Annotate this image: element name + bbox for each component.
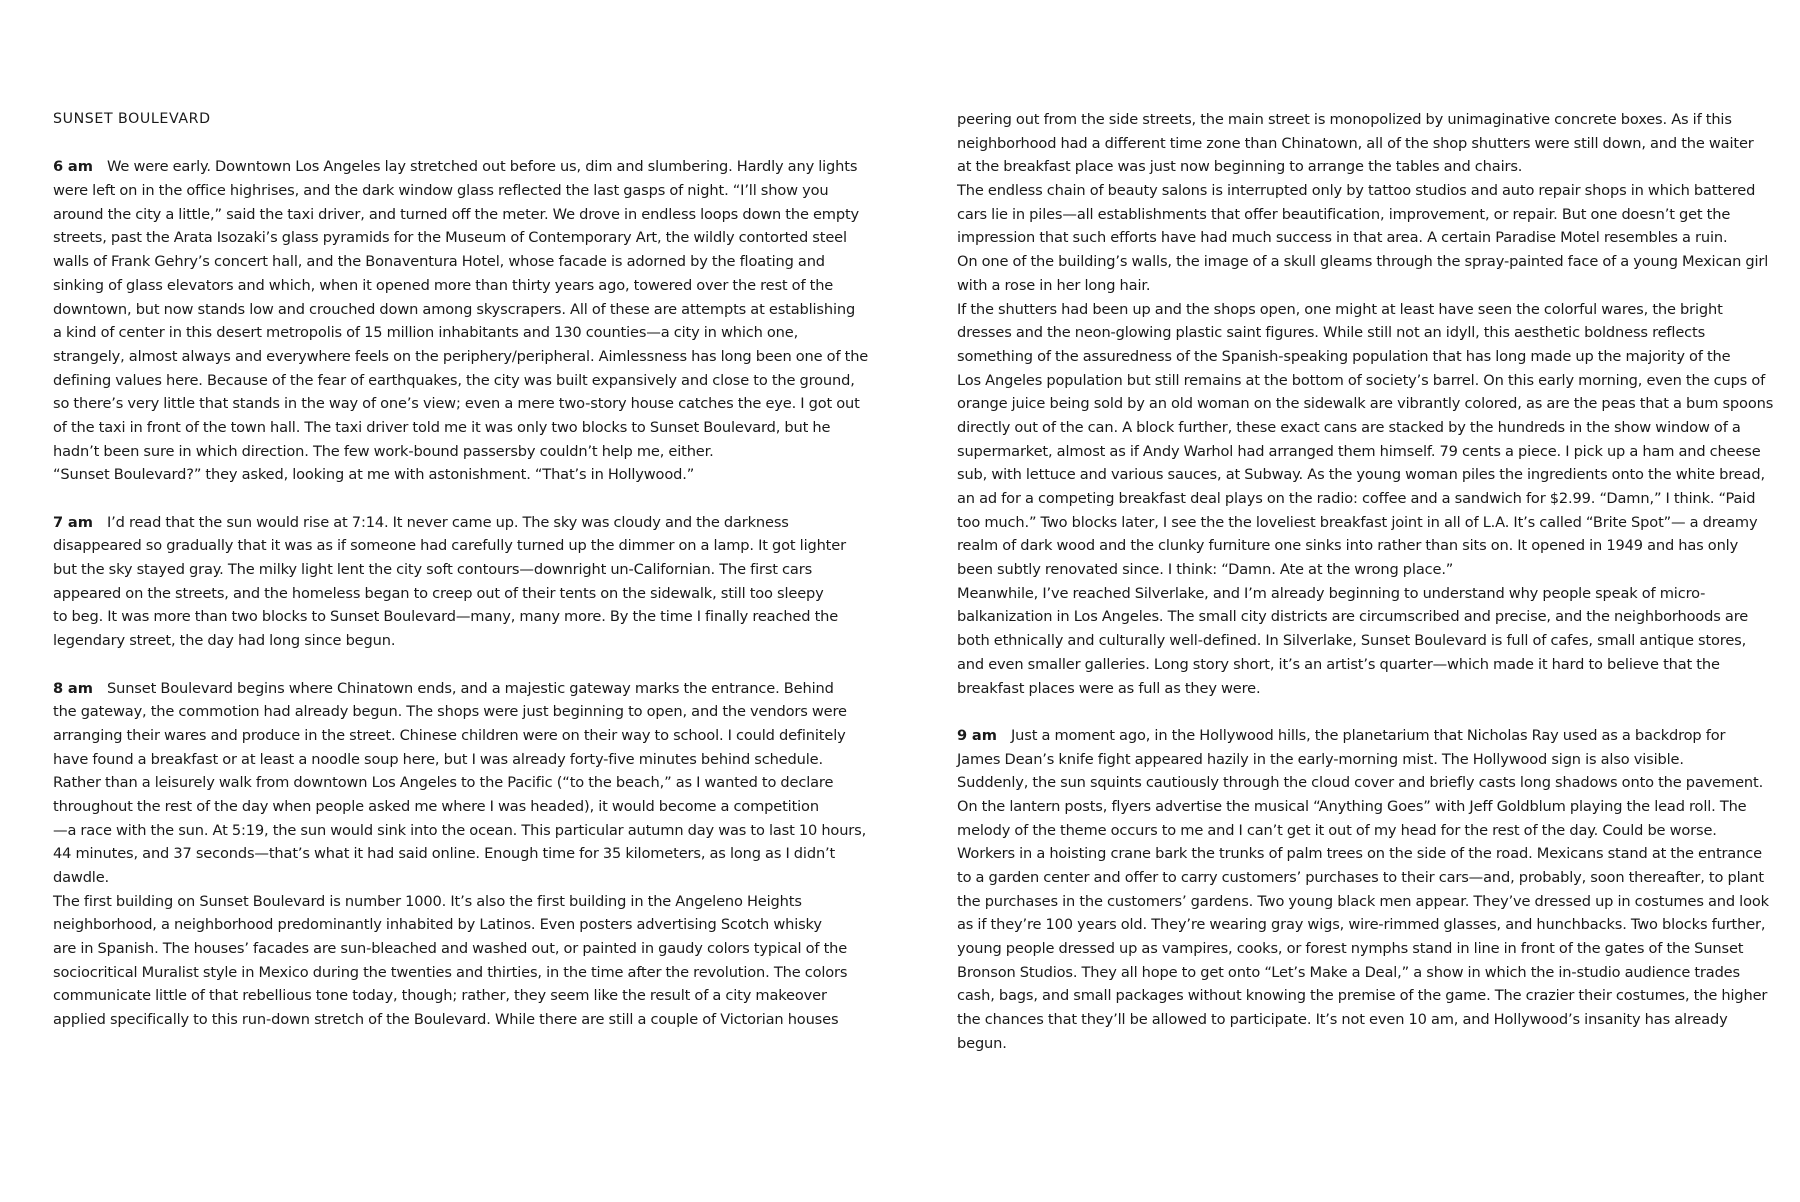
text-line — [957, 842, 1787, 866]
time-label: 6 am — [53, 158, 93, 176]
line-text: a kind of center in this desert metropolis of 15 million inhabitants and 130 counties—a city in which one, — [53, 324, 799, 342]
text-line — [53, 203, 873, 227]
text-line — [957, 179, 1787, 203]
section-spacer — [53, 487, 873, 511]
text-line — [957, 913, 1787, 937]
line-text: of the taxi in front of the town hall. The taxi driver told me it was only two blocks to Sunset Boulevard, but he — [53, 418, 831, 436]
text-line — [957, 605, 1787, 629]
text-line — [53, 961, 873, 985]
left-column — [53, 108, 873, 1032]
text-line — [53, 416, 873, 440]
line-text: the chances that they’ll be allowed to participate. It’s not even 10 am, and Hollywood’s insanity has already — [957, 1011, 1728, 1029]
line-text: throughout the rest of the day when people asked me where I was headed), it would become a competition — [53, 797, 819, 815]
text-line — [957, 203, 1787, 227]
text-line — [53, 795, 873, 819]
text-line — [53, 605, 873, 629]
line-text: sub, with lettuce and various sauces, at Subway. As the young woman piles the ingredients onto the white bread, — [957, 466, 1765, 484]
line-text: both ethnically and culturally well-defined. In Silverlake, Sunset Boulevard is full of cafes, small antique stores, — [957, 632, 1747, 650]
line-text: balkanization in Los Angeles. The small city districts are circumscribed and precise, and the neighborhoods are — [957, 608, 1749, 626]
text-section — [957, 108, 1787, 700]
line-text: strangely, almost always and everywhere feels on the periphery/peripheral. Aimlessness has long been one of the — [53, 347, 869, 365]
text-line — [957, 440, 1787, 464]
text-line — [53, 890, 873, 914]
text-line — [957, 345, 1787, 369]
line-text: disappeared so gradually that it was as if someone had carefully turned up the dimmer on a lamp. It got lighter — [53, 537, 846, 555]
text-line — [53, 463, 873, 487]
text-line — [957, 274, 1787, 298]
text-line — [53, 440, 873, 464]
line-text: and even smaller galleries. Long story short, it’s an artist’s quarter—which made it hard to believe that the — [957, 655, 1720, 673]
line-text: peering out from the side streets, the main street is monopolized by unimaginative concrete boxes. As if this — [957, 111, 1732, 128]
line-text: as if they’re 100 years old. They’re wearing gray wigs, wire-rimmed glasses, and hunchbacks. Two blocks further, — [957, 916, 1766, 934]
text-line — [957, 629, 1787, 653]
text-line — [957, 226, 1787, 250]
line-text: orange juice being sold by an old woman on the sidewalk are vibrantly colored, as are the peas that a bum spoons — [957, 395, 1774, 413]
text-line — [53, 250, 873, 274]
line-text: neighborhood, a neighborhood predominantly inhabited by Latinos. Even posters advertising Scotch whisky — [53, 916, 822, 934]
line-text: I’d read that the sun would rise at 7:14. It never came up. The sky was cloudy and the darkness — [107, 513, 789, 531]
text-line — [53, 511, 873, 535]
line-text: directly out of the can. A block further, these exact cans are stacked by the hundreds in the show window of a — [957, 418, 1741, 436]
text-line — [53, 226, 873, 250]
text-line — [53, 700, 873, 724]
text-line — [53, 819, 873, 843]
line-text: begun. — [957, 1034, 1007, 1052]
line-text: Rather than a leisurely walk from downtown Los Angeles to the Pacific (“to the beach,” as I wanted to declare — [53, 774, 834, 792]
right-column — [957, 108, 1787, 1056]
line-text: the purchases in the customers’ gardens. Two young black men appear. They’ve dressed up in costumes and look — [957, 892, 1769, 910]
line-text: but the sky stayed gray. The milky light lent the city soft contours—downright un-Californian. The first cars — [53, 561, 813, 579]
line-text: are in Spanish. The houses’ facades are sun-bleached and washed out, or painted in gaudy colors typical of the — [53, 940, 848, 958]
section-spacer — [53, 653, 873, 677]
text-line — [53, 771, 873, 795]
text-line — [957, 416, 1787, 440]
text-line — [53, 582, 873, 606]
line-text: at the breakfast place was just now beginning to arrange the tables and chairs. — [957, 158, 1523, 176]
text-line — [957, 771, 1787, 795]
text-line — [53, 274, 873, 298]
line-text: breakfast places were as full as they were. — [957, 679, 1261, 697]
line-text: The first building on Sunset Boulevard is number 1000. It’s also the first building in the Angeleno Heights — [53, 892, 802, 910]
line-text: The endless chain of beauty salons is interrupted only by tattoo studios and auto repair shops in which battered — [957, 182, 1756, 200]
text-line — [957, 298, 1787, 322]
line-text: the gateway, the commotion had already begun. The shops were just beginning to open, and the vendors were — [53, 703, 847, 721]
text-line — [957, 866, 1787, 890]
text-line — [53, 321, 873, 345]
text-line — [957, 155, 1787, 179]
text-line — [53, 179, 873, 203]
line-text: walls of Frank Gehry’s concert hall, and the Bonaventura Hotel, whose facade is adorned by the floating and — [53, 253, 825, 271]
text-line — [957, 724, 1787, 748]
text-line — [53, 534, 873, 558]
text-line — [957, 321, 1787, 345]
text-line — [53, 866, 873, 890]
line-text: realm of dark wood and the clunky furniture one sinks into rather than sits on. It opened in 1949 and has only — [957, 537, 1739, 555]
line-text: Sunset Boulevard begins where Chinatown ends, and a majestic gateway marks the entrance. Behind — [107, 679, 834, 697]
text-line — [53, 345, 873, 369]
line-text: “Sunset Boulevard?” they asked, looking at me with astonishment. “That’s in Hollywood.” — [53, 466, 695, 484]
line-text: communicate little of that rebellious tone today, though; rather, they seem like the result of a city makeover — [53, 987, 827, 1005]
line-text: —a race with the sun. At 5:19, the sun would sink into the ocean. This particular autumn day was to last 10 hours, — [53, 821, 867, 839]
line-text: melody of the theme occurs to me and I can’t get it out of my head for the rest of the day. Could be worse. — [957, 821, 1717, 839]
text-line — [53, 298, 873, 322]
text-line — [53, 1008, 873, 1032]
line-text: dawdle. — [53, 869, 110, 886]
line-text: cash, bags, and small packages without knowing the premise of the game. The crazier their costumes, the higher — [957, 987, 1768, 1005]
text-section — [53, 511, 873, 653]
line-text: streets, past the Arata Isozaki’s glass pyramids for the Museum of Contemporary Art, the wildly contorted steel — [53, 229, 847, 247]
line-text: James Dean’s knife fight appeared hazily in the early-morning mist. The Hollywood sign is also visible. — [957, 750, 1684, 768]
text-line — [53, 369, 873, 393]
text-section — [957, 724, 1787, 1056]
text-line — [957, 937, 1787, 961]
line-text: sociocritical Muralist style in Mexico during the twenties and thirties, in the time after the revolution. The colors — [53, 963, 848, 981]
text-line — [957, 795, 1787, 819]
line-text: 44 minutes, and 37 seconds—that’s what it had said online. Enough time for 35 kilometers, as long as I didn’t — [53, 845, 836, 863]
text-line — [957, 748, 1787, 772]
line-text: have found a breakfast or at least a noodle soup here, but I was already forty-five minutes behind schedule. — [53, 750, 823, 768]
line-text: been subtly renovated since. I think: “Damn. Ate at the wrong place.” — [957, 561, 1454, 579]
right-sections — [957, 108, 1787, 1056]
text-line — [53, 984, 873, 1008]
line-text: legendary street, the day had long since begun. — [53, 632, 396, 650]
spacer — [53, 132, 873, 156]
text-line — [957, 653, 1787, 677]
text-line — [53, 724, 873, 748]
line-text: applied specifically to this run-down stretch of the Boulevard. While there are still a couple of Victorian houses — [53, 1011, 839, 1029]
line-text: so there’s very little that stands in the way of one’s view; even a mere two-story house catches the eye. I got out — [53, 395, 860, 413]
line-text: Bronson Studios. They all hope to get onto “Let’s Make a Deal,” a show in which the in-studio audience trades — [957, 963, 1740, 981]
text-line — [53, 937, 873, 961]
text-line — [53, 913, 873, 937]
left-sections — [53, 155, 873, 1031]
text-line — [53, 558, 873, 582]
text-line — [53, 392, 873, 416]
line-text: young people dressed up as vampires, cooks, or forest nymphs stand in line in front of the gates of the Sunset — [957, 940, 1744, 958]
text-line — [957, 1032, 1787, 1056]
text-line — [957, 558, 1787, 582]
text-line — [957, 511, 1787, 535]
text-line — [957, 582, 1787, 606]
line-text: something of the assuredness of the Spanish-speaking population that has long made up the majority of the — [957, 347, 1731, 365]
time-label: 9 am — [957, 726, 997, 744]
text-line — [957, 487, 1787, 511]
text-line — [957, 534, 1787, 558]
line-text: were left on in the office highrises, and the dark window glass reflected the last gasps of night. “I’ll show you — [53, 182, 829, 200]
text-line — [53, 677, 873, 701]
text-line — [957, 250, 1787, 274]
text-line — [957, 1008, 1787, 1032]
text-line — [957, 392, 1787, 416]
text-line — [53, 629, 873, 653]
line-text: too much.” Two blocks later, I see the the loveliest breakfast joint in all of L.A. It’s called “Brite Spot”— a dreamy — [957, 513, 1758, 531]
line-text: cars lie in piles—all establishments that offer beautification, improvement, or repair. But one doesn’t get the — [957, 205, 1731, 223]
section-spacer — [957, 700, 1787, 724]
line-text: defining values here. Because of the fear of earthquakes, the city was built expansively and close to the ground, — [53, 371, 855, 389]
text-section — [53, 677, 873, 1032]
line-text: Meanwhile, I’ve reached Silverlake, and I’m already beginning to understand why people speak of micro- — [957, 584, 1706, 602]
line-text: We were early. Downtown Los Angeles lay stretched out before us, dim and slumbering. Hardly any lights — [107, 158, 858, 176]
line-text: dresses and the neon-glowing plastic saint figures. While still not an idyll, this aesthetic boldness reflects — [957, 324, 1706, 342]
text-line — [957, 677, 1787, 701]
line-text: supermarket, almost as if Andy Warhol had arranged them himself. 79 cents a piece. I pick up a ham and cheese — [957, 442, 1761, 460]
line-text: Los Angeles population but still remains at the bottom of society’s barrel. On this early morning, even the cups of — [957, 371, 1766, 389]
text-line — [957, 984, 1787, 1008]
line-text: On one of the building’s walls, the image of a skull gleams through the spray-painted face of a young Mexican girl — [957, 253, 1769, 271]
time-label: 7 am — [53, 513, 93, 531]
text-section — [53, 155, 873, 487]
text-line — [957, 108, 1787, 132]
line-text: Just a moment ago, in the Hollywood hills, the planetarium that Nicholas Ray used as a backdrop for — [1011, 726, 1726, 744]
text-line — [53, 155, 873, 179]
line-text: appeared on the streets, and the homeless began to creep out of their tents on the sidewalk, still too sleepy — [53, 584, 824, 602]
line-text: to beg. It was more than two blocks to Sunset Boulevard—many, many more. By the time I finally reached the — [53, 608, 839, 626]
line-text: neighborhood had a different time zone than Chinatown, all of the shop shutters were still down, and the waiter — [957, 134, 1754, 152]
text-line — [957, 961, 1787, 985]
line-text: Suddenly, the sun squints cautiously through the cloud cover and briefly casts long shadows onto the pavement. — [957, 774, 1764, 792]
line-text: around the city a little,” said the taxi driver, and turned off the meter. We drove in endless loops down the empty — [53, 205, 860, 223]
line-text: hadn’t been sure in which direction. The few work-bound passersby couldn’t help me, either. — [53, 442, 714, 460]
line-text: If the shutters had been up and the shops open, one might at least have seen the colorful wares, the bright — [957, 300, 1723, 318]
text-line — [957, 890, 1787, 914]
page-title: SUNSET BOULEVARD — [53, 111, 211, 127]
text-line — [957, 132, 1787, 156]
time-label: 8 am — [53, 679, 93, 697]
line-text: impression that such efforts have had much success in that area. A certain Paradise Motel resembles a ruin. — [957, 229, 1728, 247]
text-line — [957, 819, 1787, 843]
line-text: downtown, but now stands low and crouched down among skyscrapers. All of these are attempts at establishing — [53, 300, 856, 318]
text-line — [53, 842, 873, 866]
text-line — [957, 369, 1787, 393]
line-text: sinking of glass elevators and which, when it opened more than thirty years ago, towered over the rest of the — [53, 276, 834, 294]
line-text: an ad for a competing breakfast deal plays on the radio: coffee and a sandwich for $2.99. “Damn,” I think. “Paid — [957, 490, 1756, 507]
line-text: with a rose in her long hair. — [957, 276, 1151, 294]
line-text: Workers in a hoisting crane bark the trunks of palm trees on the side of the road. Mexicans stand at the entrance — [957, 845, 1763, 863]
line-text: On the lantern posts, flyers advertise the musical “Anything Goes” with Jeff Goldblum playing the lead roll. The — [957, 797, 1747, 815]
line-text: arranging their wares and produce in the street. Chinese children were on their way to school. I could definitely — [53, 726, 846, 744]
text-line — [957, 463, 1787, 487]
line-text: to a garden center and offer to carry customers’ purchases to their cars—and, probably, soon thereafter, to plant — [957, 869, 1764, 886]
text-line — [53, 748, 873, 772]
